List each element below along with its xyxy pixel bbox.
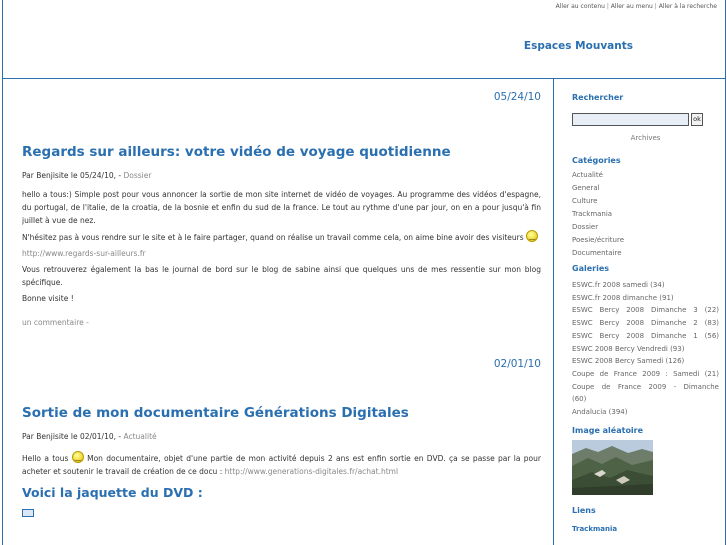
post-category-link[interactable]: Dossier <box>123 171 152 180</box>
sidebar <box>572 92 719 545</box>
gallery-link[interactable]: (60) <box>572 395 587 404</box>
post-date: 05/24/10 <box>493 91 541 103</box>
post-paragraph-text: Mon documentaire, objet d'une partie de mon activité depuis 2 ans est enfin sortie en DVD. ça se passe par la pour acheter et soutenir le travail de création de ce docu : <box>22 454 541 476</box>
post-title-link[interactable]: Regards sur ailleurs: votre vidéo de voyage quotidienne <box>22 144 451 160</box>
post-paragraph <box>22 230 541 244</box>
search-form <box>572 112 719 126</box>
gallery-link[interactable]: ESWC 2008 Bercy Samedi (126) <box>572 357 685 366</box>
post-subheading: Voici la jaquette du DVD : <box>22 485 203 500</box>
image-icon[interactable] <box>22 509 34 517</box>
skip-links <box>556 3 717 10</box>
gallery-link[interactable]: ESWC.fr 2008 samedi (34) <box>572 281 665 289</box>
post-paragraph-text: Hello a tous <box>22 454 69 463</box>
search-heading: Rechercher <box>572 93 624 102</box>
main-content <box>22 88 541 545</box>
post-paragraph <box>22 451 541 478</box>
gallery-link[interactable]: Coupe de France 2009 - Dimanche <box>572 382 719 391</box>
separator: | <box>606 3 611 10</box>
skip-to-content-link[interactable]: Aller au contenu <box>555 3 605 10</box>
category-link[interactable]: Trackmania <box>572 210 613 218</box>
external-link[interactable]: http://www.generations-digitales.fr/achat.html <box>224 467 399 476</box>
header-divider <box>3 78 725 79</box>
category-link[interactable]: Culture <box>572 197 598 205</box>
categories-heading: Catégories <box>572 156 621 165</box>
post-meta <box>22 431 541 443</box>
random-image[interactable] <box>572 440 653 495</box>
post <box>22 355 541 521</box>
skip-to-search-link[interactable]: Aller à la recherche <box>658 3 717 10</box>
gallery-link[interactable]: Andalucia (394) <box>572 408 628 417</box>
post-paragraph-text: N'hésitez pas à vous rendre sur le site et à le faire partager, quand on réalise un travail comme cela, on aime bine avoir des visiteurs <box>22 233 524 242</box>
gallery-link[interactable]: ESWC Bercy 2008 Dimanche 3 (22) <box>572 306 719 315</box>
post-title-link[interactable]: Sortie de mon documentaire Générations Digitales <box>22 405 409 421</box>
gallery-link[interactable]: ESWC.fr 2008 dimanche (91) <box>572 293 674 302</box>
post-paragraph: Vous retrouverez également la bas le journal de bord sur le blog de sabine ainsi que quelques uns de mes ressentie sur mon blog spécifique. <box>22 265 541 287</box>
post-author-date: Par Benjisite le 02/01/10, - <box>22 432 124 441</box>
post-author-date: Par Benjisite le 05/24/10, - <box>22 171 124 180</box>
post <box>22 88 541 327</box>
skip-to-menu-link[interactable]: Aller au menu <box>610 3 653 10</box>
smiley-icon <box>72 451 84 463</box>
links-heading: Liens <box>572 505 596 515</box>
smiley-icon <box>526 230 538 242</box>
random-image-heading: Image aléatoire <box>572 425 644 435</box>
category-link[interactable]: Actualité <box>572 171 603 179</box>
column-divider <box>553 79 554 545</box>
links-link[interactable]: Trackmania <box>572 524 618 533</box>
categories-list <box>572 169 719 260</box>
post-paragraph: hello a tous:) Simple post pour vous annoncer la sortie de mon site internet de vidéo de voyages. Au programme des vidéos d'espagne, du portugal, de l'italie, de la croatia, de la bosnie et enfin du sud de la france. Le tout au rythme d'une par jour, on en a pour jusqu'à fin juillet à vue de nez. <box>22 190 541 225</box>
category-link[interactable]: Dossier <box>572 223 599 231</box>
comments-link[interactable]: un commentaire - <box>22 318 89 327</box>
landscape-photo <box>572 440 653 495</box>
category-link[interactable]: General <box>572 184 600 192</box>
links-list <box>572 523 719 536</box>
archives-link[interactable]: Archives <box>630 134 661 142</box>
galleries-heading: Galeries <box>572 264 610 273</box>
post-body <box>22 451 541 478</box>
site-header <box>3 0 725 78</box>
search-button[interactable]: ok <box>691 113 703 126</box>
post-date: 02/01/10 <box>493 358 541 370</box>
separator: | <box>654 3 659 10</box>
category-link[interactable]: Poesie/écriture <box>572 236 625 244</box>
site-title[interactable]: Espaces Mouvants <box>523 40 633 52</box>
external-link[interactable]: http://www.regards-sur-ailleurs.fr <box>22 249 146 258</box>
gallery-link[interactable]: ESWC 2008 Bercy Vendredi (93) <box>572 344 685 353</box>
post-paragraph: Bonne visite ! <box>22 294 74 303</box>
gallery-link[interactable]: Coupe de France 2009 : Samedi (21) <box>572 369 719 378</box>
gallery-link[interactable]: ESWC Bercy 2008 Dimanche 2 (83) <box>572 319 719 328</box>
post-category-link[interactable]: Actualité <box>123 432 157 441</box>
category-link[interactable]: Documentaire <box>572 249 622 257</box>
page-frame <box>2 0 726 545</box>
post-meta <box>22 170 541 182</box>
post-body <box>22 188 541 305</box>
galleries-list <box>572 279 719 419</box>
gallery-link[interactable]: ESWC Bercy 2008 Dimanche 1 (56) <box>572 331 719 340</box>
search-input[interactable] <box>572 113 689 126</box>
